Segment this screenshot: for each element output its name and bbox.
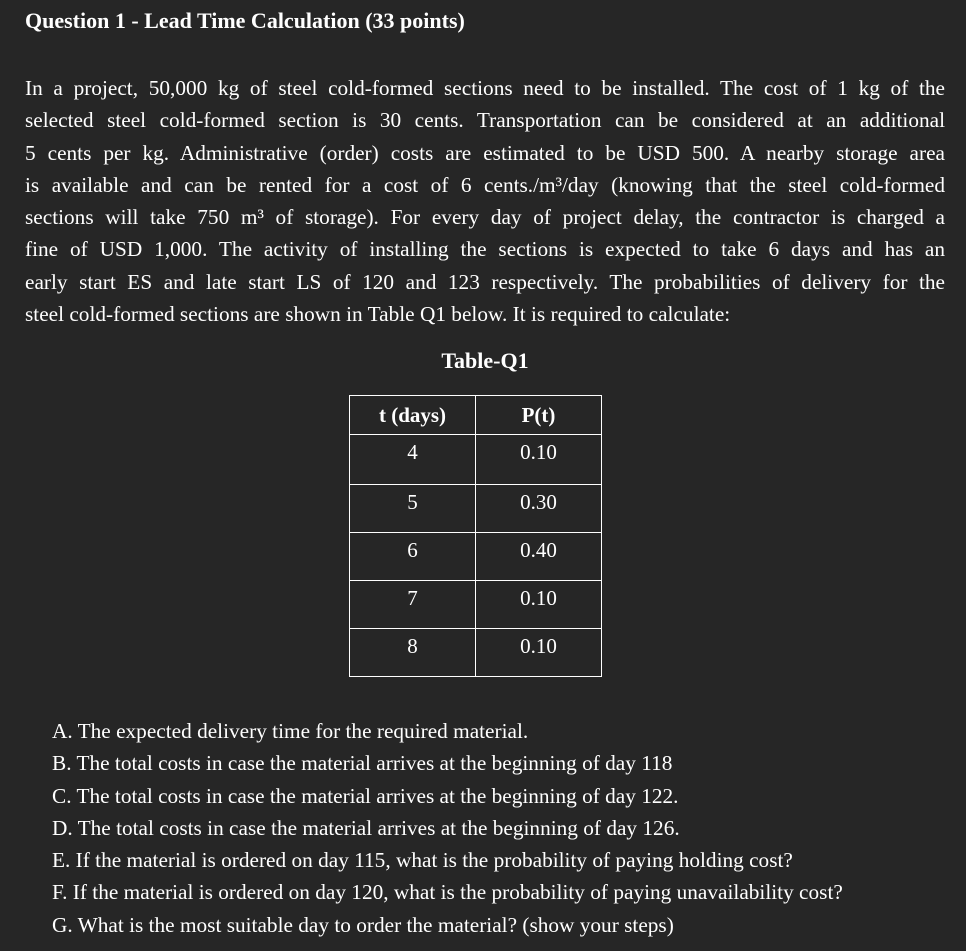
table-caption: Table-Q1: [441, 348, 529, 373]
cell-probability: 0.10: [476, 629, 602, 677]
problem-statement: [25, 72, 945, 330]
header-probability: P(t): [476, 396, 602, 435]
cell-probability: 0.10: [476, 435, 602, 485]
question-title: Question 1 - Lead Time Calculation (33 points): [25, 8, 465, 33]
cell-days: 6: [350, 533, 476, 581]
problem-line: sections will take 750 m³ of storage). For every day of project delay, the contractor is charged a: [25, 205, 945, 230]
table-row: [350, 581, 602, 629]
cell-probability: 0.30: [476, 485, 602, 533]
problem-line: steel cold-formed sections are shown in Table Q1 below. It is required to calculate:: [25, 302, 731, 327]
problem-line: selected steel cold-formed section is 30 cents. Transportation can be considered at an additional: [25, 108, 945, 133]
cell-days: 8: [350, 629, 476, 677]
cell-days: 5: [350, 485, 476, 533]
sub-question-list: [52, 715, 843, 941]
cell-days: 7: [350, 581, 476, 629]
table-row: [350, 533, 602, 581]
table-row: [350, 435, 602, 485]
cell-probability: 0.40: [476, 533, 602, 581]
sub-question-g: G. What is the most suitable day to order the material? (show your steps): [52, 912, 674, 937]
problem-line: early start ES and late start LS of 120 and 123 respectively. The probabilities of delivery for the: [25, 269, 945, 294]
probability-table: [349, 395, 602, 677]
cell-days: 4: [350, 435, 476, 485]
table-row: [350, 485, 602, 533]
sub-question-f: F. If the material is ordered on day 120, what is the probability of paying unavailability cost?: [52, 880, 843, 905]
problem-line: fine of USD 1,000. The activity of installing the sections is expected to take 6 days and has an: [25, 237, 945, 262]
cell-probability: 0.10: [476, 581, 602, 629]
sub-question-e: E. If the material is ordered on day 115, what is the probability of paying holding cost?: [52, 848, 793, 873]
sub-question-a: A. The expected delivery time for the required material.: [52, 719, 529, 743]
problem-line: In a project, 50,000 kg of steel cold-formed sections need to be installed. The cost of 1 kg of the: [25, 76, 945, 100]
sub-question-b: B. The total costs in case the material arrives at the beginning of day 118: [52, 751, 673, 776]
table-row: [350, 629, 602, 677]
problem-line: is available and can be rented for a cost of 6 cents./m³/day (knowing that the steel cold-formed: [25, 172, 945, 197]
sub-question-d: D. The total costs in case the material arrives at the beginning of day 126.: [52, 815, 680, 840]
table-header-row: [350, 396, 602, 435]
problem-line: 5 cents per kg. Administrative (order) costs are estimated to be USD 500. A nearby storage area: [25, 140, 945, 165]
sub-question-c: C. The total costs in case the material arrives at the beginning of day 122.: [52, 783, 679, 808]
header-days: t (days): [350, 396, 476, 435]
